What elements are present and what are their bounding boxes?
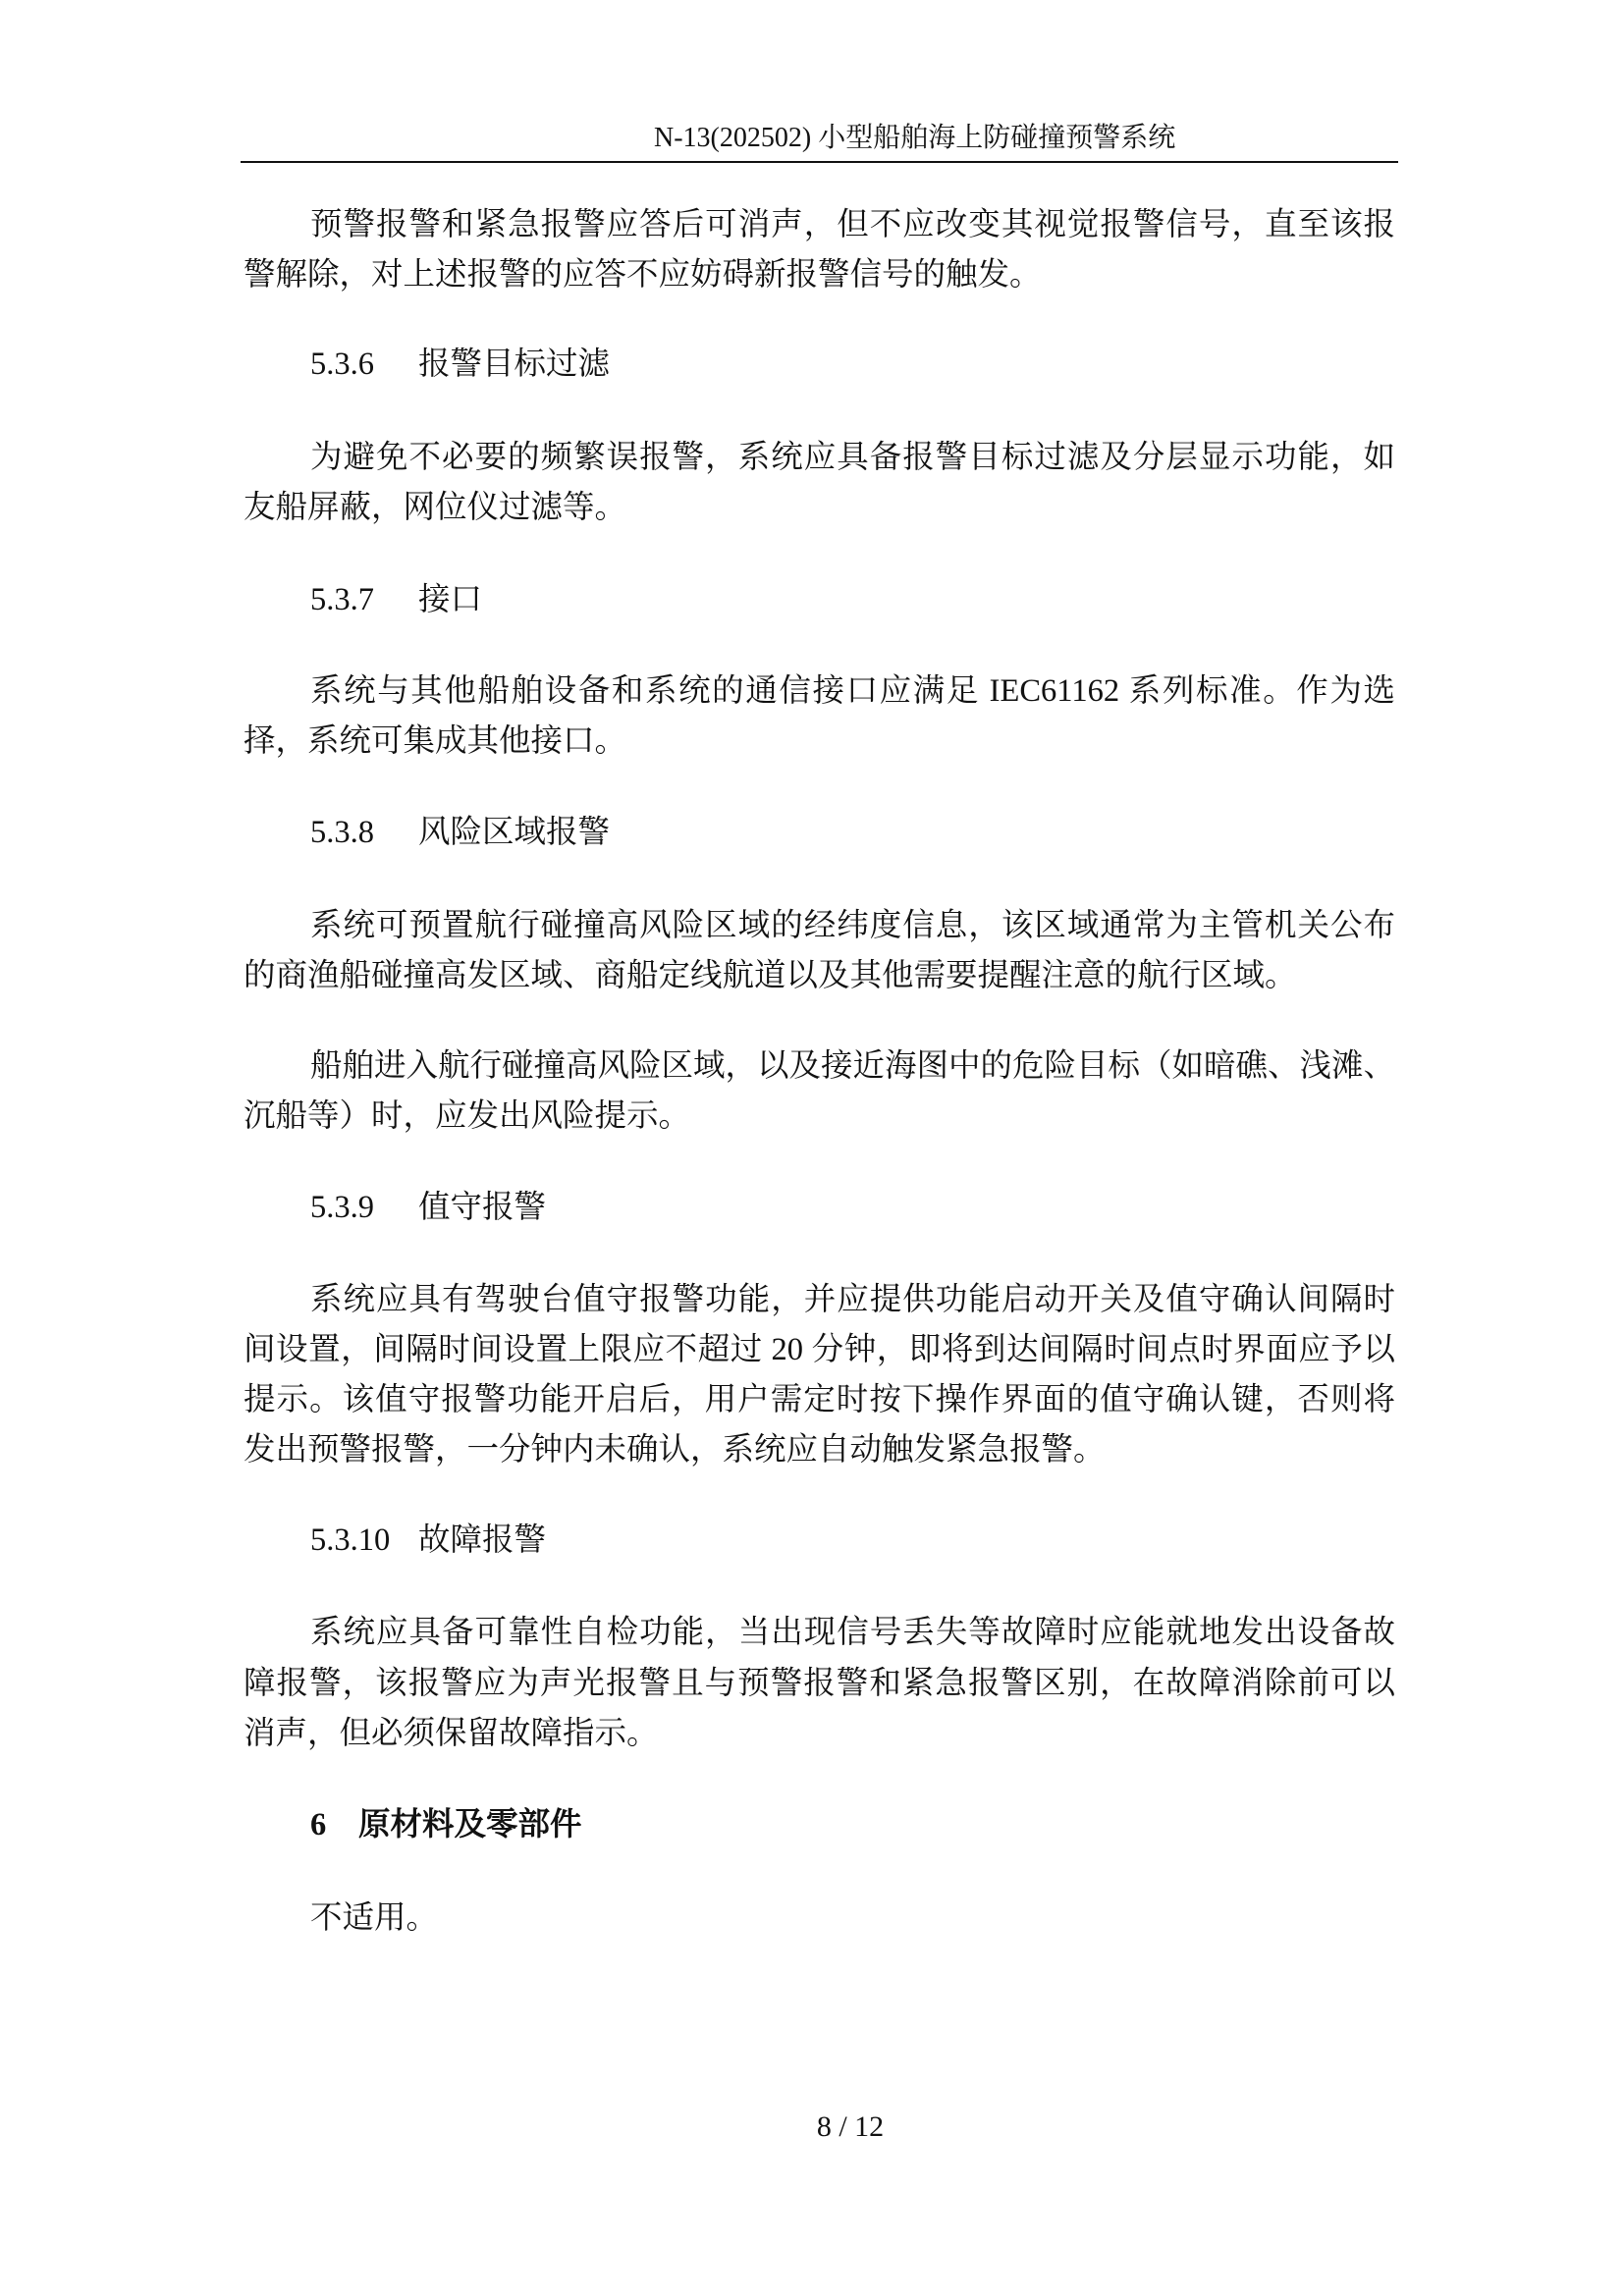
paragraph-line: 的商渔船碰撞高发区域、商船定线航道以及其他需要提醒注意的航行区域。 (244, 958, 1297, 993)
paragraph-line: 为避免不必要的频繁误报警，系统应具备报警目标过滤及分层显示功能，如 (310, 440, 1395, 475)
section-title: 风险区域报警 (418, 815, 611, 850)
paragraph-line: 不适用。 (310, 1900, 439, 1936)
page-number: 8 / 12 (816, 2110, 885, 2143)
paragraph-line: 系统可预置航行碰撞高风险区域的经纬度信息，该区域通常为主管机关公布 (310, 908, 1395, 943)
paragraph-line: 警解除，对上述报警的应答不应妨碍新报警信号的触发。 (244, 257, 1042, 293)
section-title: 值守报警 (418, 1190, 547, 1225)
section-title: 故障报警 (418, 1522, 547, 1558)
section-number: 5.3.9 (310, 1190, 374, 1225)
paragraph-line: 系统应具有驾驶台值守报警功能，并应提供功能启动开关及值守确认间隔时 (310, 1282, 1395, 1317)
paragraph-line: 预警报警和紧急报警应答后可消声，但不应改变其视觉报警信号，直至该报 (310, 207, 1395, 242)
paragraph-line: 船舶进入航行碰撞高风险区域，以及接近海图中的危险目标（如暗礁、浅滩、 (310, 1048, 1395, 1084)
paragraph-line: 系统应具备可靠性自检功能，当出现信号丢失等故障时应能就地发出设备故 (310, 1615, 1395, 1650)
paragraph-line: 间设置，间隔时间设置上限应不超过 20 分钟，即将到达间隔时间点时界面应予以 (244, 1332, 1395, 1367)
paragraph-line: 友船屏蔽，网位仪过滤等。 (244, 490, 627, 525)
running-header-title: N-13(202502) 小型船舶海上防碰撞预警系统 (654, 123, 1176, 153)
section-title: 接口 (418, 582, 483, 617)
paragraph-line: 沉船等）时，应发出风险提示。 (244, 1098, 691, 1134)
section-number: 5.3.6 (310, 347, 374, 382)
chapter-number: 6 (310, 1807, 327, 1842)
section-number: 5.3.8 (310, 815, 374, 850)
paragraph-line: 择，系统可集成其他接口。 (244, 723, 627, 759)
header-rule (241, 161, 1398, 163)
section-title: 报警目标过滤 (418, 347, 611, 382)
paragraph-line: 障报警，该报警应为声光报警且与预警报警和紧急报警区别，在故障消除前可以 (244, 1666, 1395, 1701)
running-header (654, 113, 1176, 163)
paragraph-line: 发出预警报警，一分钟内未确认，系统应自动触发紧急报警。 (244, 1432, 1106, 1468)
chapter-title: 原材料及零部件 (358, 1807, 582, 1842)
section-number: 5.3.10 (310, 1522, 391, 1558)
paragraph-line: 消声，但必须保留故障指示。 (244, 1716, 659, 1751)
section-number: 5.3.7 (310, 582, 374, 617)
paragraph-line: 提示。该值守报警功能开启后，用户需定时按下操作界面的值守确认键，否则将 (244, 1382, 1395, 1417)
paragraph-line: 系统与其他船舶设备和系统的通信接口应满足 IEC61162 系列标准。作为选 (310, 673, 1395, 709)
